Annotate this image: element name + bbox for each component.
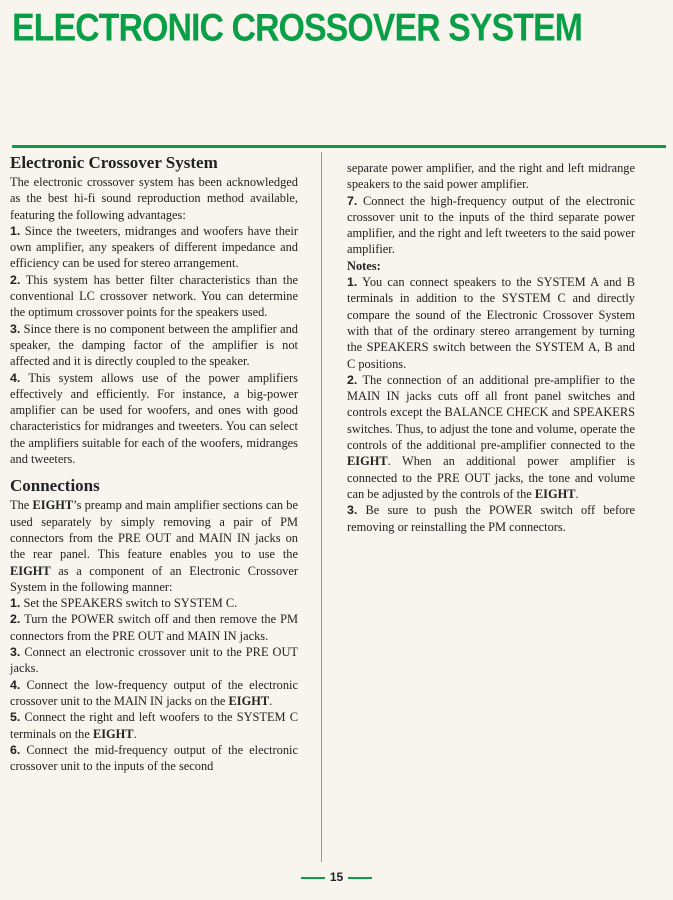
connection-step-5 bbox=[10, 709, 298, 742]
brand-name: EIGHT bbox=[92, 726, 134, 741]
text-run: . bbox=[269, 693, 273, 708]
column-divider bbox=[321, 152, 322, 862]
item-text: Connect the right and left woofers to the SYSTEM C terminals on the bbox=[10, 710, 298, 741]
item-text: Set the SPEAKERS switch to SYSTEM C. bbox=[23, 596, 238, 611]
item-text: This system allows use of the power amplifiers effectively and efficiently. For instance, a big-power amplifier can be used for woofers, and ones with good characteristics for midranges and tweeters. You can select the amplifiers suitable for each of the woofers, midranges and tweeters. bbox=[10, 370, 298, 467]
text-run: . bbox=[133, 726, 137, 741]
footer-dash-left bbox=[301, 877, 325, 879]
text-run: as a component of an Electronic Crossover System in the following manner: bbox=[10, 563, 298, 594]
text-run: The connection of an additional pre-amplifier to the MAIN IN jacks cuts off all front panel switches and controls except the BALANCE CHECK and SPEAKERS switches. Thus, to adjust the tone and volume, operate the controls of the additional pre-amplifier connected to the bbox=[347, 372, 636, 453]
connection-step-6-continued: separate power amplifier, and the right and left midrange speakers to the said power amplifier. bbox=[347, 161, 635, 192]
advantage-item-1 bbox=[10, 223, 298, 272]
advantage-item-3 bbox=[10, 321, 298, 370]
section-heading-electronic-crossover: Electronic Crossover System bbox=[10, 153, 218, 172]
connection-step-7 bbox=[347, 193, 635, 258]
item-text: Connect the low-frequency output of the electronic crossover unit to the MAIN IN jacks on the bbox=[10, 677, 298, 708]
connections-intro bbox=[10, 497, 298, 595]
text-run: . bbox=[575, 486, 579, 501]
text-run: . When an additional power amplifier is connected to the PRE OUT jacks, the tone and volume can be adjusted by the controls of the bbox=[347, 454, 635, 501]
footer-dash-right bbox=[348, 877, 372, 879]
page-number: 15 bbox=[329, 870, 344, 884]
section-heading-connections: Connections bbox=[10, 476, 100, 496]
connection-step-4 bbox=[10, 677, 298, 710]
item-number: 3. bbox=[347, 503, 358, 518]
item-number: 3. bbox=[10, 321, 21, 336]
item-number: 1. bbox=[10, 223, 21, 238]
note-2 bbox=[347, 372, 635, 502]
item-text: Since there is no component between the amplifier and speaker, the damping factor of the amplifier is not affected and it is directly coupled to the speaker. bbox=[10, 321, 298, 369]
intro-paragraph: The electronic crossover system has been acknowledged as the best hi-fi sound reproduction method available, featuring the following advantages: bbox=[10, 175, 298, 222]
item-number: 5. bbox=[10, 710, 21, 725]
connection-step-3 bbox=[10, 644, 298, 677]
item-number: 2. bbox=[347, 372, 358, 387]
text-run: ’s preamp and main amplifier sections can be used separately by simply removing a pair of PM connectors from the PRE OUT and MAIN IN jacks on the rear panel. This feature enables you to use the bbox=[10, 498, 298, 562]
connection-step-1 bbox=[10, 595, 298, 611]
advantage-item-2 bbox=[10, 272, 298, 321]
item-text: Turn the POWER switch off and then remove the PM connectors from the PRE OUT and MAIN IN jacks. bbox=[10, 612, 298, 643]
brand-name: EIGHT bbox=[32, 498, 74, 513]
page-title: ELECTRONIC CROSSOVER SYSTEM bbox=[12, 6, 582, 50]
item-text: Connect an electronic crossover unit to the PRE OUT jacks. bbox=[10, 645, 298, 676]
left-column bbox=[10, 152, 298, 774]
item-number: 3. bbox=[10, 645, 21, 660]
page-footer bbox=[0, 870, 673, 884]
brand-name: EIGHT bbox=[228, 693, 270, 708]
item-text: Connect the mid-frequency output of the electronic crossover unit to the inputs of the second bbox=[10, 742, 298, 774]
item-text: Be sure to push the POWER switch off before removing or reinstalling the PM connectors. bbox=[347, 503, 635, 534]
item-number: 4. bbox=[10, 677, 21, 692]
item-text: Since the tweeters, midranges and woofers have their own amplifier, any speakers of different impedance and efficiency can be used for stereo arrangement. bbox=[10, 223, 298, 271]
text-run: The bbox=[10, 498, 33, 513]
brand-name: EIGHT bbox=[534, 486, 576, 501]
item-number: 6. bbox=[10, 742, 21, 757]
note-1 bbox=[347, 274, 635, 372]
item-text: Connect the high-frequency output of the electronic crossover unit to the inputs of the third separate power amplifier, and the right and left tweeters to the said power amplifier. bbox=[347, 193, 635, 257]
connection-step-2 bbox=[10, 611, 298, 644]
item-number: 2. bbox=[10, 272, 21, 287]
item-text: This system has better filter characteristics than the conventional LC crossover network. You can determine the optimum crossover points for the speakers used. bbox=[10, 272, 299, 320]
brand-name: EIGHT bbox=[10, 563, 51, 578]
item-number: 7. bbox=[347, 193, 358, 208]
item-number: 1. bbox=[10, 596, 21, 611]
item-number: 1. bbox=[347, 275, 358, 290]
notes-heading: Notes: bbox=[347, 258, 381, 273]
advantage-item-4 bbox=[10, 370, 298, 468]
item-number: 4. bbox=[10, 370, 21, 385]
note-3 bbox=[347, 502, 635, 535]
right-column bbox=[347, 160, 635, 535]
item-text: You can connect speakers to the SYSTEM A and B terminals in addition to the SYSTEM C and directly compare the sound of the Electronic Crossover System with that of the ordinary stereo arrangement by turning the SPEAKERS switch between the SYSTEM A, B and C positions. bbox=[347, 275, 635, 371]
connection-step-6 bbox=[10, 742, 298, 775]
brand-name: EIGHT bbox=[347, 454, 388, 469]
item-number: 2. bbox=[10, 612, 21, 627]
header-rule bbox=[12, 145, 666, 148]
